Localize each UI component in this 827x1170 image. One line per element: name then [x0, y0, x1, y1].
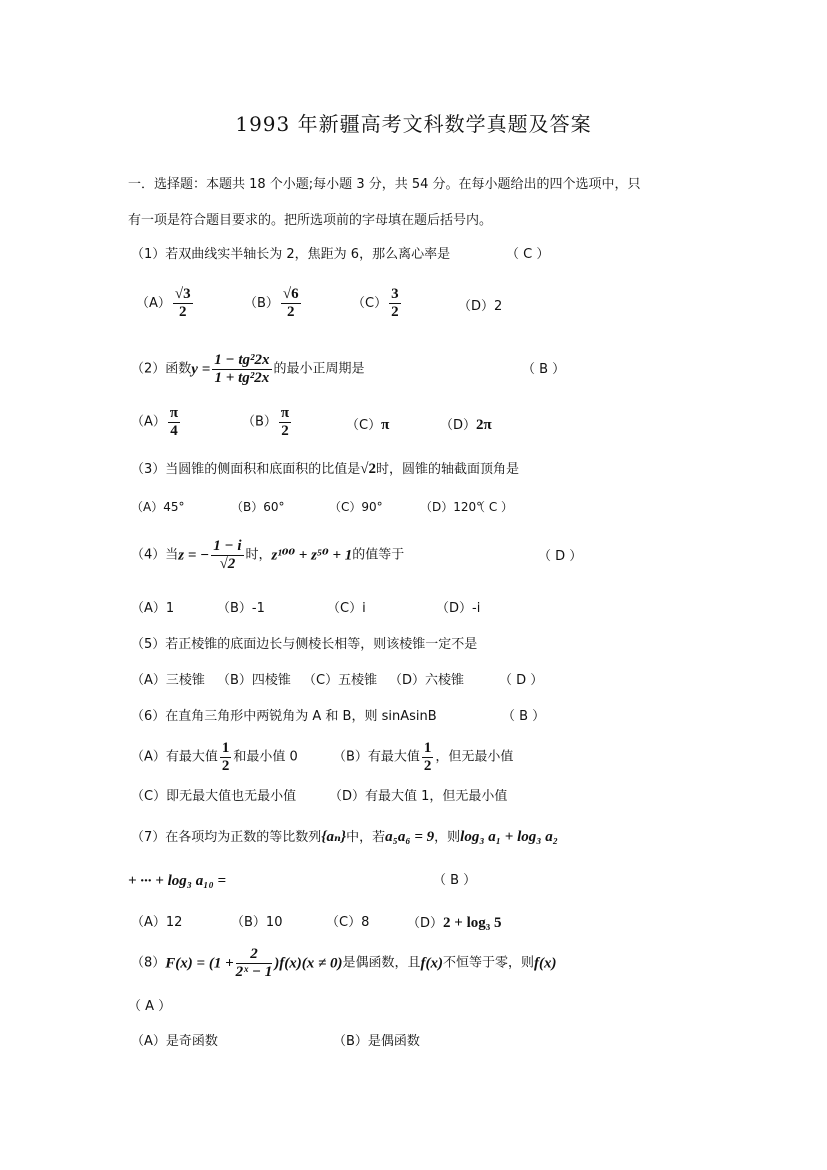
q8-fraction	[236, 946, 273, 981]
q8-option-a: （A）是奇函数	[131, 1034, 218, 1049]
q6-a-fraction	[220, 740, 232, 775]
q7-stem-pre: （7）在各项均为正数的等比数列	[131, 830, 322, 845]
q2-b-label: （B）	[242, 414, 277, 430]
q3-answer: （ C ）	[473, 500, 514, 514]
page-title: 1993 年新疆高考文科数学真题及答案	[235, 112, 592, 136]
q8-den: 2ˣ − 1	[235, 964, 273, 980]
q5-option-d: （D）六棱锥	[389, 673, 465, 688]
q1-option-a	[136, 286, 195, 321]
q4-den: √2	[219, 556, 236, 572]
q4-option-b: （B）-1	[217, 601, 265, 616]
q6-b-post: ，但无最小值	[435, 749, 514, 765]
q6-b-pre: （B）有最大值	[333, 749, 420, 765]
q6-a-pre: （A）有最大值	[131, 749, 218, 765]
q5-option-b: （B）四棱锥	[217, 673, 291, 688]
q2-d-val: 2π	[476, 417, 492, 433]
q1-answer: （ C ）	[506, 247, 550, 262]
q3-stem-post: 时，圆锥的轴截面顶角是	[376, 462, 520, 477]
q6-a-post: 和最小值 0	[233, 749, 298, 765]
q2-a-fraction	[168, 405, 180, 440]
q1-option-c	[352, 286, 403, 321]
q7-option-c: （C）8	[326, 915, 370, 930]
q4-fraction	[211, 538, 243, 573]
q4-expr: z¹⁰⁰ + z⁵⁰ + 1	[271, 547, 353, 564]
q2-d-label: （D）	[440, 418, 477, 433]
q5-stem: （5）若正棱锥的底面边长与侧棱长相等，则该棱锥一定不是	[131, 637, 478, 652]
q1-c-fraction	[389, 286, 401, 321]
q8-option-b: （B）是偶函数	[333, 1034, 420, 1049]
q5-option-a: （A）三棱锥	[131, 673, 205, 688]
q3-option-a: （A）45°	[131, 500, 185, 514]
q4-mid: 时，	[245, 547, 272, 563]
q6-option-c: （C）即无最大值也无最小值	[131, 789, 297, 804]
q4-prefix: （4）当	[131, 547, 179, 563]
q4-answer: （ D ）	[538, 549, 583, 564]
q2-den: 1 + tg²2x	[214, 370, 270, 386]
q7-option-a: （A）12	[131, 915, 183, 930]
q4-suffix: 的值等于	[352, 547, 405, 563]
q2-suffix: 的最小正周期是	[273, 361, 365, 377]
q7-expr1: log₃ a₁ + log₃ a₂	[460, 829, 558, 845]
q2-b-num: π	[280, 405, 290, 421]
q4-stem	[131, 538, 404, 573]
q2-answer: （ B ）	[522, 362, 566, 377]
q8-fx1: f(x)	[420, 955, 444, 972]
q8-f-pre: F(x) = (1 +	[165, 955, 234, 972]
q3-stem	[131, 460, 519, 479]
q1-c-num: 3	[391, 286, 399, 302]
q2-num: 1 − tg²2x	[214, 352, 270, 368]
q7-expr2: + ··· + log₃ a₁₀ =	[128, 873, 226, 889]
q8-num: 2	[236, 946, 273, 964]
q1-a-den: 2	[179, 304, 187, 320]
q8-stem	[131, 946, 557, 981]
q2-a-label: （A）	[131, 414, 166, 430]
q1-a-fraction	[173, 286, 193, 321]
q1-option-d: （D）2	[458, 299, 503, 314]
q7-seq: {aₙ}	[321, 829, 347, 845]
intro-line-2: 有一项是符合题目要求的。把所选项前的字母填在题后括号内。	[128, 213, 493, 228]
q2-c-label: （C）	[346, 418, 382, 433]
q7-d-val: 2 + log₃ 5	[443, 915, 502, 931]
q3-option-b: （B）60°	[231, 500, 285, 514]
q7-cond: a₅a₆ = 9	[385, 829, 435, 845]
q4-z-eq: z = −	[178, 547, 210, 564]
q7-answer: （ B ）	[433, 873, 477, 888]
q6-a-den: 2	[221, 758, 230, 774]
q6-option-d: （D）有最大值 1，但无最小值	[329, 789, 508, 804]
q6-option-b	[333, 740, 513, 775]
q2-c-val: π	[381, 417, 390, 433]
q6-b-num: 1	[423, 740, 432, 756]
q8-answer: （ A ）	[128, 999, 172, 1014]
q7-option-d	[407, 914, 501, 933]
q4-num: 1 − i	[213, 538, 242, 554]
intro-line-1: 一．选择题：本题共 18 个小题;每小题 3 分，共 54 分。在每小题给出的四个选项中，只	[128, 177, 641, 192]
q7-d-label: （D）	[407, 916, 444, 931]
q6-answer: （ B ）	[502, 709, 546, 724]
q6-a-num: 1	[221, 740, 230, 756]
q2-option-a	[131, 405, 182, 440]
q5-answer: （ D ）	[499, 673, 544, 688]
q1-b-num: √6	[282, 286, 299, 302]
q2-option-d	[440, 416, 492, 435]
q7-stem-mid: 中，若	[346, 830, 386, 845]
q1-a-num: √3	[174, 286, 191, 302]
q1-c-den: 2	[391, 304, 399, 320]
q3-stem-math: √2	[360, 461, 377, 477]
q3-option-c: （C）90°	[329, 500, 383, 514]
q2-stem	[131, 352, 365, 387]
q1-b-fraction	[281, 286, 301, 321]
q2-a-den: 4	[170, 423, 178, 439]
q8-fx2: f(x)	[534, 955, 557, 972]
q6-b-fraction	[422, 740, 434, 775]
q1-b-label: （B）	[244, 296, 279, 311]
q2-prefix: （2）函数	[131, 361, 192, 377]
q8-f-post: )f(x)(x ≠ 0)	[274, 955, 343, 972]
q4-option-c: （C）i	[327, 601, 366, 616]
q4-option-a: （A）1	[131, 601, 175, 616]
q2-y-eq: y =	[191, 361, 211, 378]
q1-stem: （1）若双曲线实半轴长为 2，焦距为 6，那么离心率是	[131, 247, 451, 262]
q1-b-den: 2	[287, 304, 295, 320]
q7-stem	[131, 828, 558, 847]
q3-stem-pre: （3）当圆锥的侧面积和底面积的比值是	[131, 462, 361, 477]
q2-a-num: π	[169, 405, 179, 421]
q2-fraction	[212, 352, 271, 387]
q6-option-a	[131, 740, 298, 775]
q5-option-c: （C）五棱锥	[303, 673, 378, 688]
q1-option-b	[244, 286, 303, 321]
q6-b-den: 2	[423, 758, 432, 774]
q4-option-d: （D）-i	[436, 601, 481, 616]
q6-stem: （6）在直角三角形中两锐角为 A 和 B，则 sinAsinB	[131, 709, 437, 724]
q8-mid: 是偶函数，且	[342, 955, 421, 971]
q8-prefix: （8）	[131, 955, 166, 971]
q2-option-b	[242, 405, 293, 440]
q1-c-label: （C）	[352, 296, 388, 311]
q1-a-label: （A）	[136, 296, 171, 311]
q7-stem-mid2: ，则	[434, 830, 461, 845]
q2-b-den: 2	[281, 423, 289, 439]
q8-mid2: 不恒等于零，则	[443, 955, 535, 971]
q2-option-c	[346, 416, 389, 435]
q2-b-fraction	[279, 405, 291, 440]
q7-option-b: （B）10	[231, 915, 283, 930]
q3-option-d: （D）120°	[420, 500, 483, 514]
